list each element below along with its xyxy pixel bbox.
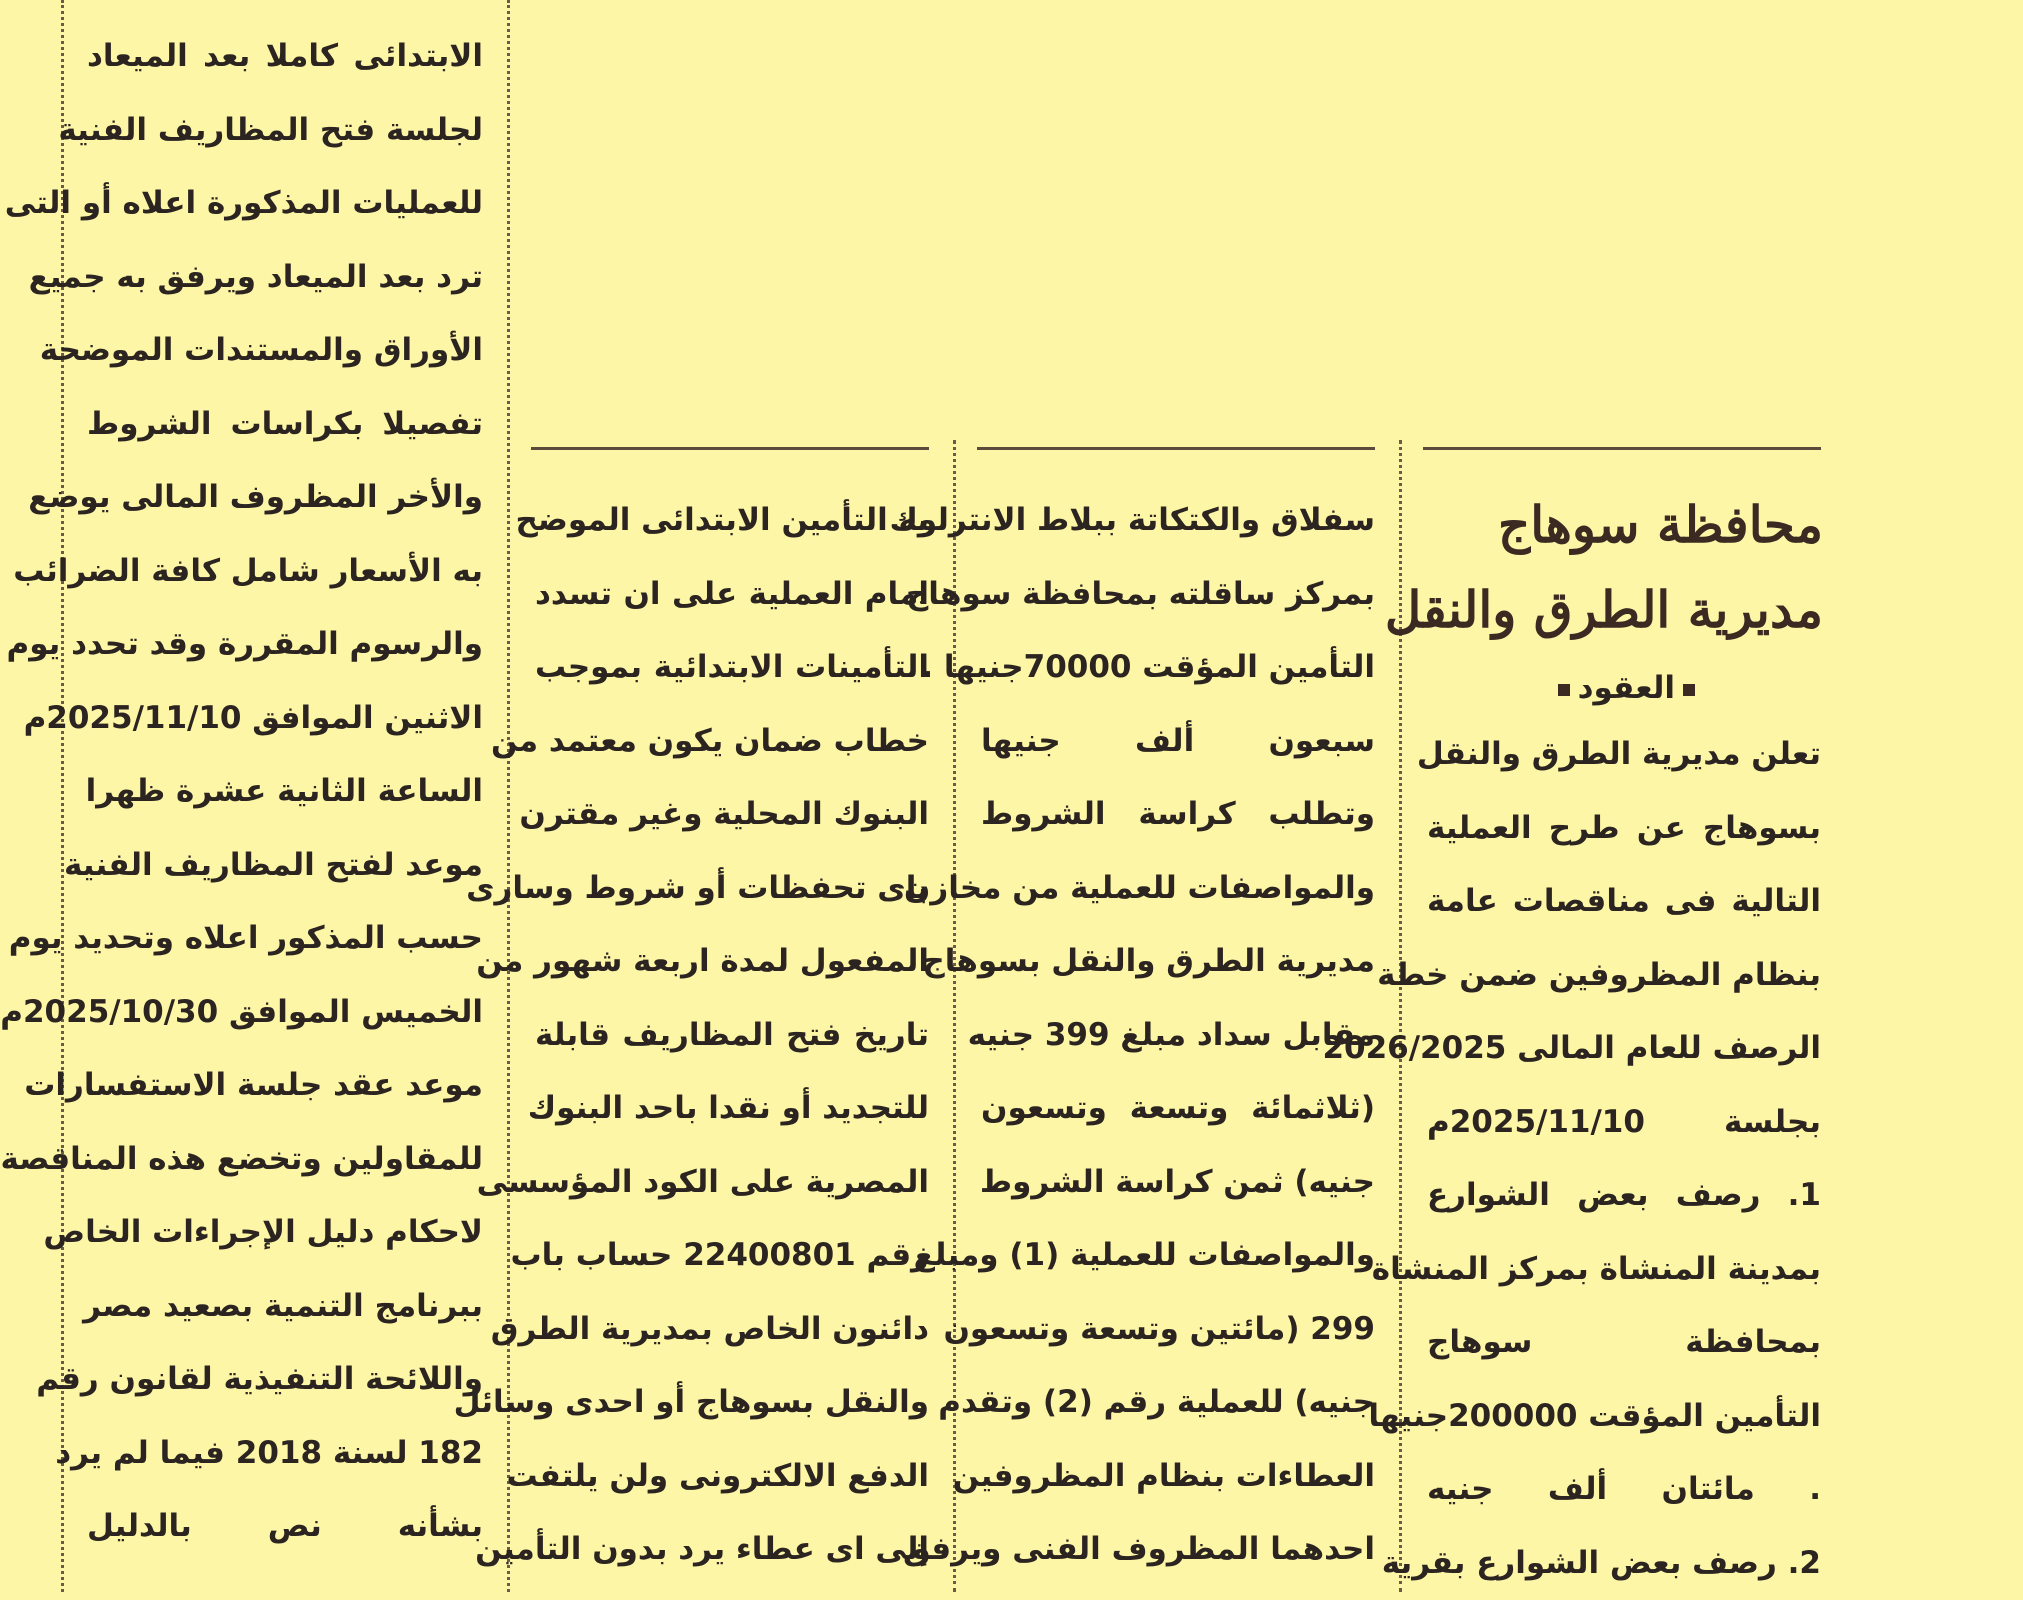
text-line: للعمليات المذكورة اعلاه أو التى: [87, 167, 483, 241]
text-line: 182 لسنة 2018 فيما لم يرد: [87, 1417, 483, 1491]
text-line: باى تحفظات أو شروط وسارى: [535, 852, 929, 926]
text-line: سبعون ألف جنيها: [981, 705, 1375, 779]
text-line: والأخر المظروف المالى يوضع: [87, 461, 483, 535]
text-line: الابتدائى كاملا بعد الميعاد: [87, 20, 483, 94]
text-line: (ثلاثمائة وتسعة وتسعون: [981, 1072, 1375, 1146]
text-line: الأوراق والمستندات الموضحة: [87, 314, 483, 388]
text-line: الدفع الالكترونى ولن يلتفت: [535, 1440, 929, 1514]
text-line: بشأنه نص بالدليل: [87, 1490, 483, 1564]
col3-top-rule: [531, 447, 929, 450]
text-line: . مائتان ألف جنيه: [1427, 1453, 1821, 1527]
text-line: التأمينات الابتدائية بموجب: [535, 631, 929, 705]
section-label: [1550, 668, 1703, 708]
col1-top-rule: [1423, 447, 1821, 450]
col2-top-rule: [977, 447, 1375, 450]
section-label-text: العقود: [1578, 670, 1675, 706]
text-line: دائنون الخاص بمديرية الطرق: [535, 1293, 929, 1367]
text-line: تعلن مديرية الطرق والنقل: [1427, 718, 1821, 792]
text-line: البنوك المحلية وغير مقترن: [535, 778, 929, 852]
text-line: موعد لفتح المظاريف الفنية: [87, 829, 483, 903]
text-line: الخميس الموافق 2025/10/30م: [87, 976, 483, 1050]
text-line: التأمين المؤقت 70000جنيها .: [981, 631, 1375, 705]
text-line: بسوهاج عن طرح العملية: [1427, 792, 1821, 866]
text-line: الاثنين الموافق 2025/11/10م: [87, 682, 483, 756]
text-line: 1. رصف بعض الشوارع: [1427, 1159, 1821, 1233]
text-line: بنظام المظروفين ضمن خطة: [1427, 939, 1821, 1013]
column-3-body: [535, 484, 929, 1587]
text-line: موعد عقد جلسة الاستفسارات: [87, 1049, 483, 1123]
text-line: 2. رصف بعض الشوارع بقرية: [1427, 1527, 1821, 1600]
text-line: للمقاولين وتخضع هذه المناقصة: [87, 1123, 483, 1197]
text-line: ببرنامج التنمية بصعيد مصر: [87, 1270, 483, 1344]
text-line: للتجديد أو نقدا باحد البنوك: [535, 1072, 929, 1146]
text-line: حسب المذكور اعلاه وتحديد يوم: [87, 902, 483, 976]
text-line: بجلسة 2025/11/10م: [1427, 1086, 1821, 1160]
text-line: لجلسة فتح المظاريف الفنية: [87, 94, 483, 168]
text-line: بمحافظة سوهاج: [1427, 1306, 1821, 1380]
text-line: التالية فى مناقصات عامة: [1427, 865, 1821, 939]
text-line: تفصيلا بكراسات الشروط: [87, 388, 483, 462]
text-line: بمركز ساقلته بمحافظة سوهاج: [981, 558, 1375, 632]
square-bullet-icon: [1683, 684, 1695, 696]
text-line: الساعة الثانية عشرة ظهرا: [87, 755, 483, 829]
directorate-title: مديرية الطرق والنقل: [1403, 575, 1823, 645]
text-line: والنقل بسوهاج أو احدى وسائل: [535, 1366, 929, 1440]
text-line: الرصف للعام المالى 2026/2025: [1427, 1012, 1821, 1086]
text-line: واللائحة التنفيذية لقانون رقم: [87, 1343, 483, 1417]
text-line: وتطلب كراسة الشروط: [981, 778, 1375, 852]
text-line: إلى اى عطاء يرد بدون التأمين: [535, 1513, 929, 1587]
text-line: سفلاق والكتكاتة ببلاط الانترلوك: [981, 484, 1375, 558]
square-bullet-icon: [1558, 684, 1570, 696]
text-line: والمواصفات للعملية من مخازن: [981, 852, 1375, 926]
text-line: 299 (مائتين وتسعة وتسعون: [981, 1293, 1375, 1367]
text-line: والمواصفات للعملية (1) ومبلغ: [981, 1219, 1375, 1293]
text-line: والرسوم المقررة وقد تحدد يوم: [87, 608, 483, 682]
text-line: مديرية الطرق والنقل بسوهاج: [981, 925, 1375, 999]
text-line: العطاءات بنظام المظروفين: [981, 1440, 1375, 1514]
governorate-title: محافظة سوهاج: [1403, 490, 1823, 560]
text-line: به التأمين الابتدائى الموضح: [535, 484, 929, 558]
text-line: مقابل سداد مبلغ 399 جنيه: [981, 999, 1375, 1073]
text-line: بمدينة المنشاة بمركز المنشاة: [1427, 1233, 1821, 1307]
text-line: جنيه) للعملية رقم (2) وتقدم: [981, 1366, 1375, 1440]
text-line: رقم 22400801 حساب باب: [535, 1219, 929, 1293]
text-line: امام العملية على ان تسدد: [535, 558, 929, 632]
text-line: المفعول لمدة اربعة شهور من: [535, 925, 929, 999]
column-1-body: [1427, 718, 1821, 1600]
text-line: لاحكام دليل الإجراءات الخاص: [87, 1196, 483, 1270]
text-line: به الأسعار شامل كافة الضرائب: [87, 535, 483, 609]
text-line: احدهما المظروف الفنى ويرفق: [981, 1513, 1375, 1587]
text-line: المصرية على الكود المؤسسى: [535, 1146, 929, 1220]
text-line: التأمين المؤقت 200000جنيها: [1427, 1380, 1821, 1454]
text-line: خطاب ضمان يكون معتمد من: [535, 705, 929, 779]
column-4-body: [87, 20, 483, 1564]
text-line: ترد بعد الميعاد ويرفق به جميع: [87, 241, 483, 315]
column-2-body: [981, 484, 1375, 1587]
text-line: جنيه) ثمن كراسة الشروط: [981, 1146, 1375, 1220]
text-line: تاريخ فتح المظاريف قابلة: [535, 999, 929, 1073]
